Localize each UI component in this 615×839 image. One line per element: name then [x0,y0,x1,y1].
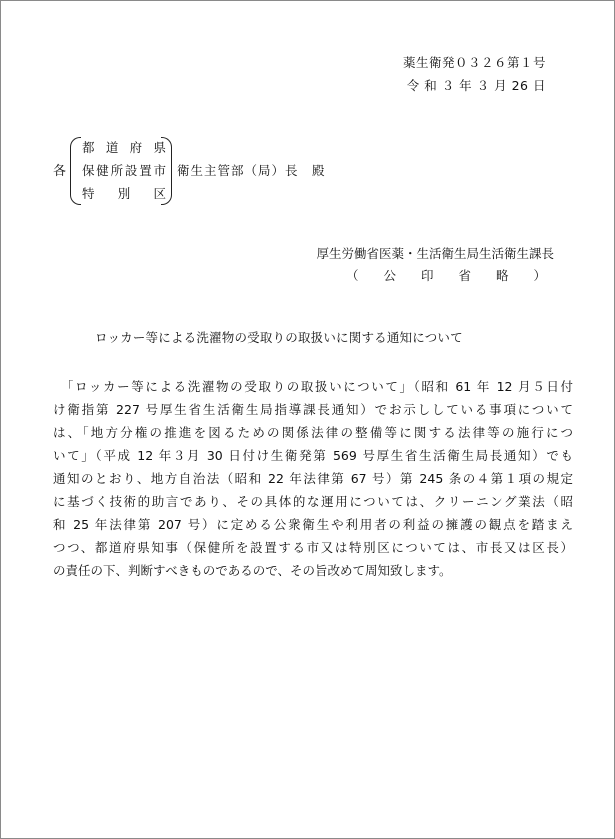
addressee-line-2: 保健所設置市 [82,163,166,178]
seal-omitted-note: （公印省略） [346,268,546,283]
body-line-6: に基づく技術的助言であり、その具体的な運用については、クリーニング業法（昭 [53,494,573,509]
body-line-2: け衛指第 227 号厚生省生活衛生局指導課長通知）でお示ししている事項について [53,402,573,417]
addressee-right-bracket [161,137,172,205]
body-line-3: は、「地方分権の推進を図るための関係法律の整備等に関する法律等の施行につ [53,425,573,440]
document-subject: ロッカー等による洗濯物の受取りの取扱いに関する通知について [95,330,463,345]
body-line-5: 通知のとおり、地方自治法（昭和 22 年法律第 67 号）第 245 条の４第１項の規定 [53,471,573,486]
addressee-prefix: 各 [53,164,67,179]
addressee-line-3: 特別区 [82,186,166,201]
document-date: 令 和 ３ 年 ３ 月 26 日 [406,78,546,93]
body-line-7: 和 25 年法律第 207 号）に定める公衆衛生や利用者の利益の擁護の観点を踏まえ [53,517,573,532]
addressee-left-bracket [70,137,81,205]
body-line-8: つつ、都道府県知事（保健所を設置する市又は特別区については、市長又は区長） [53,540,573,555]
addressee-suffix: 衛生主管部（局）長 殿 [177,163,326,178]
document-number: 薬生衛発０３２６第１号 [402,55,546,70]
body-line-1: 「ロッカー等による洗濯物の受取りの取扱いについて」（昭和 61 年 12 月５日付 [53,379,573,394]
body-line-9: の責任の下、判断すべきものであるので、その旨改めて周知致します。 [53,563,452,578]
addressee-line-1: 都道府県 [82,140,166,155]
body-line-4: いて」（平成 12 年３月 30 日付け生衛発第 569 号厚生省生活衛生局長通知）でも [53,448,573,463]
sender-name: 厚生労働省医薬・生活衛生局生活衛生課長 [316,246,554,261]
